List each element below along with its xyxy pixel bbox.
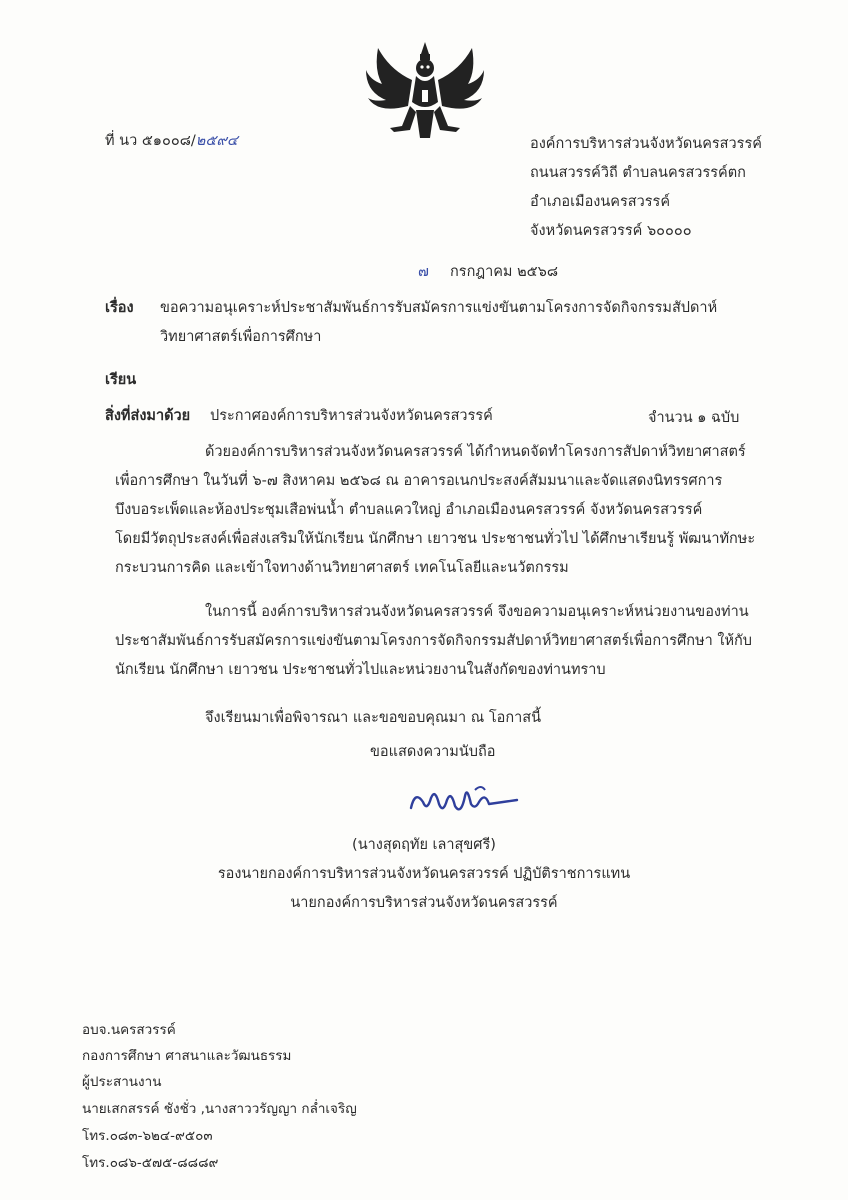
subject-label: เรื่อง: [105, 300, 134, 316]
sender-address-line: ถนนสวรรค์วิถี ตำบลนครสวรรค์ตก: [530, 165, 746, 181]
signatory-name: (นางสุดฤทัย เลาสุขศรี): [352, 837, 496, 853]
paragraph-line: เพื่อการศึกษา ในวันที่ ๖-๗ สิงหาคม ๒๕๖๘ ณ อาคารอเนกประสงค์สัมมนาและจัดแสดงนิทรรศการ: [115, 473, 723, 489]
enclosure-amount: จำนวน ๑ ฉบับ: [648, 410, 740, 426]
reference-prefix: ที่ นว ๕๑๐๐๘/: [105, 133, 196, 149]
footer-line: นายเสกสรรค์ ชังชั่ว ,นางสาววรัญญา กล่ำเจริญ: [82, 1101, 357, 1117]
date-month-year: กรกฎาคม ๒๕๖๘: [450, 264, 559, 280]
handwritten-signature: [405, 780, 520, 820]
sender-address-line: จังหวัดนครสวรรค์ ๖๐๐๐๐: [530, 223, 692, 239]
signatory-title: รองนายกองค์การบริหารส่วนจังหวัดนครสวรรค์ ปฏิบัติราชการแทน: [217, 866, 631, 882]
paragraph-line: ประชาสัมพันธ์การรับสมัครการแข่งขันตามโครงการจัดกิจกรรมสัปดาห์วิทยาศาสตร์เพื่อการศึกษา ให้กับ: [115, 633, 753, 649]
sender-address-line: องค์การบริหารส่วนจังหวัดนครสวรรค์: [530, 136, 762, 152]
salutation: เรียน: [105, 372, 137, 388]
reference-handwritten: ๒๕๙๔: [195, 133, 238, 149]
footer-line: โทร.๐๘๖-๕๗๕-๘๘๘๙: [82, 1155, 219, 1171]
paragraph-line: บึงบอระเพ็ดและห้องประชุมเสือพ่นน้ำ ตำบลแควใหญ่ อำเภอเมืองนครสวรรค์ จังหวัดนครสวรรค์: [115, 502, 703, 518]
enclosure-item: ประกาศองค์การบริหารส่วนจังหวัดนครสวรรค์: [210, 408, 493, 424]
sender-address-line: อำเภอเมืองนครสวรรค์: [530, 194, 671, 210]
subject-line: วิทยาศาสตร์เพื่อการศึกษา: [160, 329, 322, 345]
paragraph-line: โดยมีวัตถุประสงค์เพื่อส่งเสริมให้นักเรียน นักศึกษา เยาวชน ประชาชนทั่วไป ได้ศึกษาเรียนรู้ พัฒนาทักษะ: [115, 531, 756, 547]
footer-line: อบจ.นครสวรรค์: [82, 1022, 176, 1038]
signatory-title: นายกองค์การบริหารส่วนจังหวัดนครสวรรค์: [290, 895, 558, 911]
footer-line: ผู้ประสานงาน: [82, 1074, 162, 1090]
footer-line: โทร.๐๘๓-๖๒๔-๙๕๐๓: [82, 1128, 213, 1144]
footer-line: กองการศึกษา ศาสนาและวัฒนธรรม: [82, 1048, 292, 1064]
subject-line: ขอความอนุเคราะห์ประชาสัมพันธ์การรับสมัครการแข่งขันตามโครงการจัดกิจกรรมสัปดาห์: [160, 300, 718, 316]
paragraph-line: ด้วยองค์การบริหารส่วนจังหวัดนครสวรรค์ ได้กำหนดจัดทำโครงการสัปดาห์วิทยาศาสตร์: [205, 444, 746, 460]
paragraph-line: นักเรียน นักศึกษา เยาวชน ประชาชนทั่วไปและหน่วยงานในสังกัดของท่านทราบ: [115, 662, 606, 678]
date-day: ๗: [418, 264, 429, 280]
paragraph-line: ในการนี้ องค์การบริหารส่วนจังหวัดนครสวรรค์ จึงขอความอนุเคราะห์หน่วยงานของท่าน: [205, 604, 749, 620]
reference-number: [105, 131, 238, 151]
body-paragraph-2: [115, 598, 795, 685]
body-paragraph-3: จึงเรียนมาเพื่อพิจารณา และขอขอบคุณมา ณ โอกาสนี้: [205, 710, 542, 726]
body-paragraph-1: [115, 438, 795, 583]
closing: ขอแสดงความนับถือ: [370, 744, 496, 760]
garuda-emblem: [360, 40, 490, 145]
paragraph-line: กระบวนการคิด และเข้าใจทางด้านวิทยาศาสตร์ เทคโนโลยีและนวัตกรรม: [115, 560, 569, 576]
enclosure-label: สิ่งที่ส่งมาด้วย: [105, 408, 191, 424]
